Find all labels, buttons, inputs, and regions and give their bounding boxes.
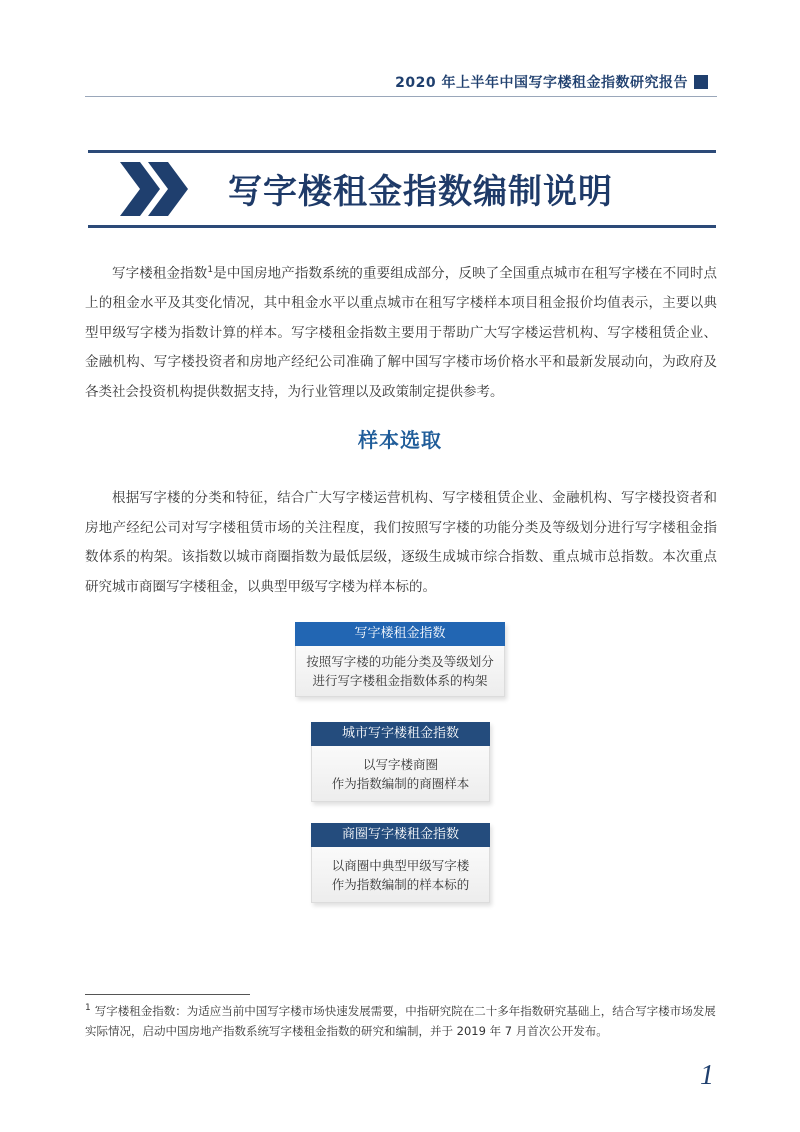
diagram-box-line: 按照写字楼的功能分类及等级划分 bbox=[306, 654, 494, 669]
diagram-box-body bbox=[311, 847, 490, 903]
header-rule bbox=[85, 96, 717, 97]
diagram-box-line: 以写字楼商圈 bbox=[362, 756, 438, 772]
diagram-box-line: 作为指数编制的样本标的 bbox=[331, 876, 470, 892]
running-header bbox=[395, 72, 708, 92]
diagram-box-city-index bbox=[311, 722, 490, 802]
diagram-box-title: 商圈写字楼租金指数 bbox=[311, 823, 490, 847]
title-rule-top bbox=[88, 150, 716, 153]
diagram-box-line: 作为指数编制的商圈样本 bbox=[331, 775, 470, 791]
diagram-box-line: 进行写字楼租金指数体系的构架 bbox=[312, 673, 488, 688]
footnote-text: 写字楼租金指数：为适应当前中国写字楼市场快速发展需要，中指研究院在二十多年指数研究基础上，结合写字楼市场发展实际情况，启动中国房地产指数系统写字楼租金指数的研究和编制，并于 2019 年 7 月首次公开发布。 bbox=[85, 1003, 716, 1038]
intro-paragraph bbox=[85, 256, 717, 407]
page-title: 写字楼租金指数编制说明 bbox=[228, 172, 613, 212]
diagram-box-title: 写字楼租金指数 bbox=[295, 622, 505, 646]
title-rule-bottom bbox=[88, 225, 716, 228]
footnote-rule bbox=[85, 994, 250, 995]
diagram-box-line: 以商圈中典型甲级写字楼 bbox=[331, 857, 470, 873]
diagram-box-body bbox=[311, 746, 490, 802]
diagram-box-district-index bbox=[311, 823, 490, 903]
page-number: 1 bbox=[700, 1060, 714, 1091]
double-chevron-icon bbox=[118, 162, 192, 216]
intro-rest: 是中国房地产指数系统的重要组成部分，反映了全国重点城市在租写字楼在不同时点上的租金水平及其变化情况，其中租金水平以重点城市在租写字楼样本项目租金报价均值表示，主要以典型甲级写字楼为指数计算的样本。写字楼租金指数主要用于帮助广大写字楼运营机构、写字楼租赁企业、金融机构、写字楼投资者和房地产经纪公司准确了解中国写字楼市场价格水平和最新发展动向，为政府及各类社会投资机构提供数据支持，为行业管理以及政策制定提供参考。 bbox=[85, 265, 718, 400]
running-header-title: 2020 年上半年中国写字楼租金指数研究报告 bbox=[395, 75, 688, 91]
footnote-mark[interactable]: 1 bbox=[207, 265, 214, 275]
diagram-box-office-index bbox=[295, 622, 505, 697]
diagram-box-title: 城市写字楼租金指数 bbox=[311, 722, 490, 746]
section-heading: 样本选取 bbox=[358, 428, 442, 452]
title-band bbox=[88, 150, 716, 228]
footnote-number: 1 bbox=[85, 1003, 91, 1013]
footnote bbox=[85, 998, 717, 1041]
section-paragraph: 根据写字楼的分类和特征，结合广大写字楼运营机构、写字楼租赁企业、金融机构、写字楼投资者和房地产经纪公司对写字楼租赁市场的关注程度，我们按照写字楼的功能分类及等级划分进行写字楼租金指数体系的构架。该指数以城市商圈指数为最低层级，逐级生成城市综合指数、重点城市总指数。本次重点研究城市商圈写字楼租金，以典型甲级写字楼为样本标的。 bbox=[85, 490, 717, 595]
diagram-box-body bbox=[295, 646, 505, 697]
header-square-icon bbox=[694, 75, 708, 89]
intro-lead: 写字楼租金指数 bbox=[112, 265, 208, 282]
